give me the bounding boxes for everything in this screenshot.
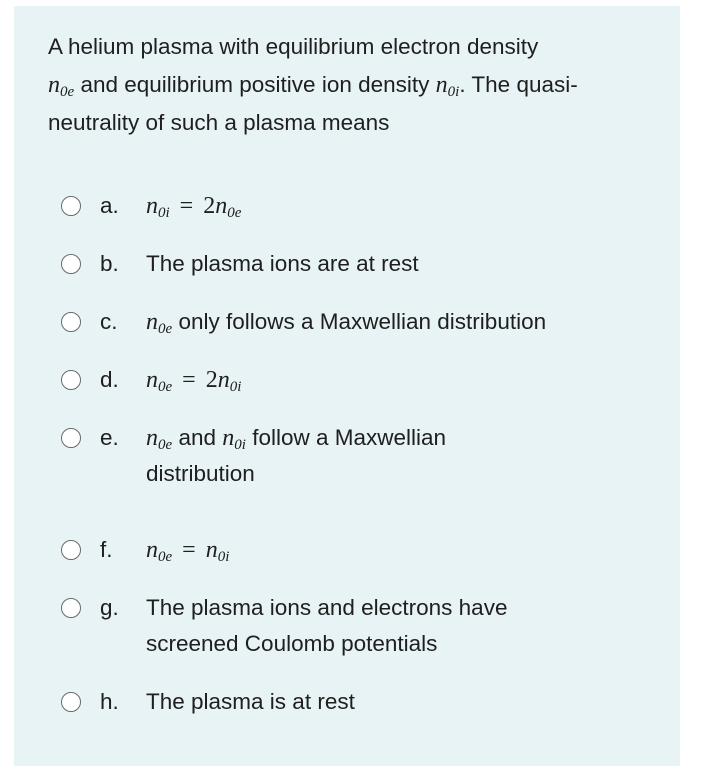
option-label — [146, 362, 646, 398]
question-prompt — [48, 28, 648, 142]
math-n0e: $n_{0e}$ — [146, 425, 173, 453]
option-letter: c. — [100, 309, 118, 334]
option-label: The plasma ions are at rest — [146, 251, 419, 276]
radio-button-c[interactable] — [61, 312, 81, 332]
math-n0e: $n_{0e} = n_{0i}$ — [146, 537, 230, 565]
radio-button-a[interactable] — [61, 196, 81, 216]
question-text-part2: and equilibrium positive ion density — [80, 72, 430, 97]
radio-button-b[interactable] — [61, 254, 81, 274]
option-label: The plasma is at rest — [146, 689, 355, 714]
math-n0e: $n_{0e}$ — [48, 72, 75, 100]
question-text-part1: A helium plasma with equilibrium electron density — [48, 34, 539, 59]
radio-button-d[interactable] — [61, 370, 81, 390]
option-letter: f. — [100, 537, 113, 562]
math-n0i: $n_{0i}$ — [435, 72, 460, 100]
math-n0i: $n_{0i} = 2n_{0e}$ — [146, 193, 242, 221]
option-letter: d. — [100, 367, 119, 392]
radio-button-e[interactable] — [61, 428, 81, 448]
option-letter: a. — [100, 193, 119, 218]
option-label — [146, 532, 646, 568]
question-card — [14, 6, 680, 766]
option-label: $n_{0e}$ and $n_{0i}$ follow a Maxwellian distribution — [146, 425, 447, 486]
math-n0i: $n_{0i}$ — [222, 425, 246, 453]
option-letter: b. — [100, 251, 119, 276]
math-n0e: $n_{0e} = 2n_{0i}$ — [146, 367, 242, 395]
option-label — [146, 188, 646, 224]
option-letter: e. — [100, 425, 119, 450]
option-letter: g. — [100, 595, 119, 620]
option-label: $n_{0e}$ only follows a Maxwellian distribution — [146, 309, 547, 337]
option-label: The plasma ions and electrons have screened Coulomb potentials — [146, 595, 508, 656]
option-letter: h. — [100, 689, 119, 714]
radio-button-h[interactable] — [61, 692, 81, 712]
math-n0e: $n_{0e}$ — [146, 309, 173, 337]
question-text-part3: . The quasi-neutrality of such a plasma means — [48, 72, 578, 135]
radio-button-g[interactable] — [61, 598, 81, 618]
radio-button-f[interactable] — [61, 540, 81, 560]
